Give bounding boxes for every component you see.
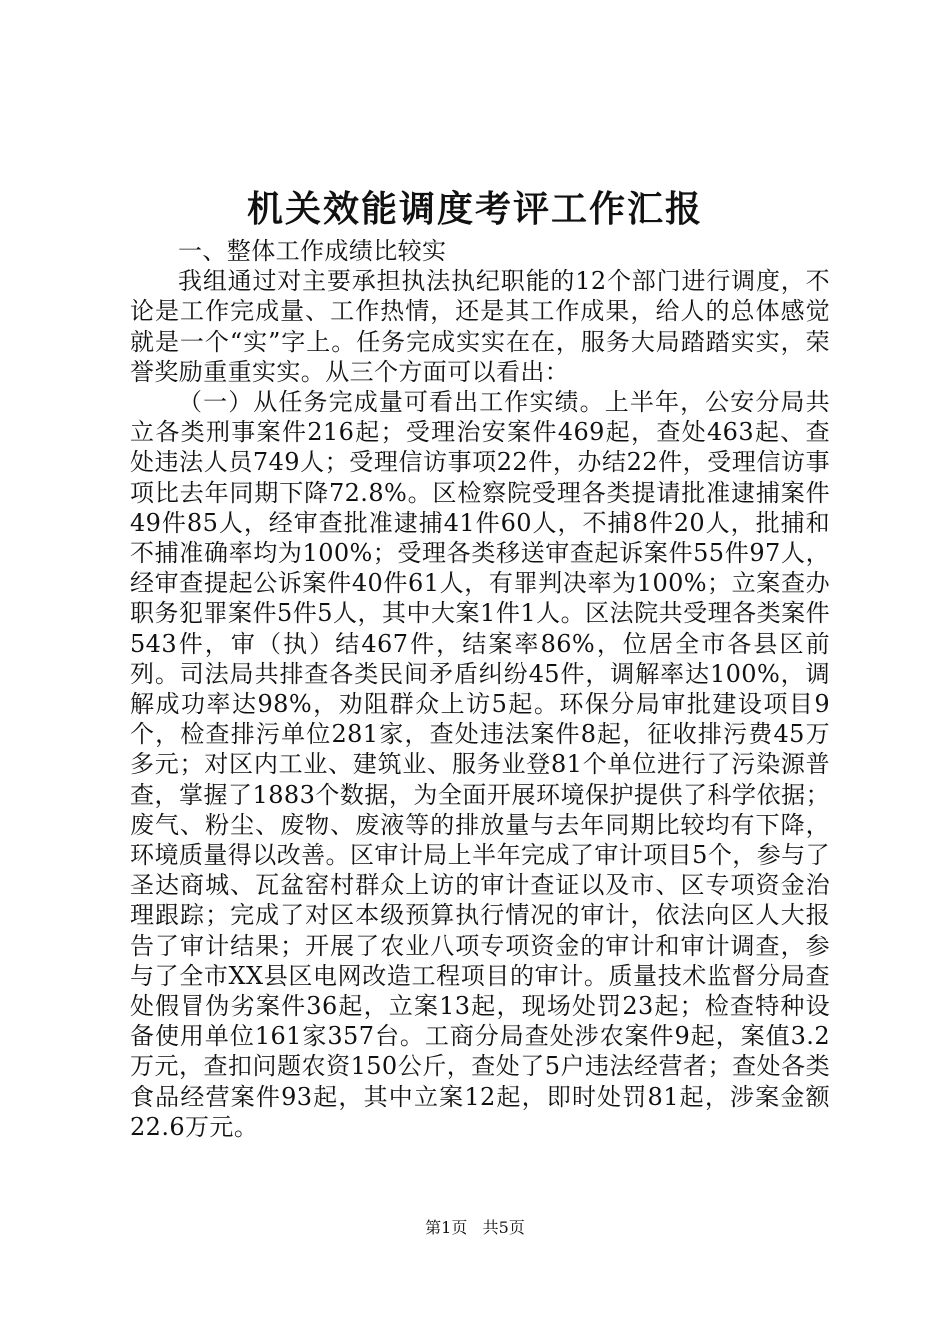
paragraph-task-results: （一）从任务完成量可看出工作实绩。上半年，公安分局共立各类刑事案件216起；受理治安案件469起，查处463起、查处违法人员749人；受理信访事项22件，办结22件，受理信访事项比去年同期下降72.8%。区检察院受理各类提请批准逮捕案件49件85人，经审查批准逮捕41件60人，不捕8件20人，批捕和不捕准确率均为100%；受理各类移送审查起诉案件55件97人，经审查提起公诉案件40件61人，有罪判决率为100%；立案查办职务犯罪案件5件5人，其中大案1件1人。区法院共受理各类案件543件，审（执）结467件，结案率86%，位居全市各县区前列。司法局共排查各类民间矛盾纠纷45件，调解率达100%，调解成功率达98%，劝阻群众上访5起。环保分局审批建设项目9个，检查排污单位281家，查处违法案件8起，征收排污费45万多元；对区内工业、建筑业、服务业登81个单位进行了污染源普查，掌握了1883个数据，为全面开展环境保护提供了科学依据；废气、粉尘、废物、废液等的排放量与去年同期比较均有下降，环境质量得以改善。区审计局上半年完成了审计项目5个，参与了圣达商城、瓦盆窑村群众上访的审计查证以及市、区专项资金治理跟踪；完成了对区本级预算执行情况的审计，依法向区人大报告了审计结果；开展了农业八项专项资金的审计和审计调查，参与了全市XX县区电网改造工程项目的审计。质量技术监督分局查处假冒伪劣案件36起，立案13起，现场处罚23起；检查特种设备使用单位161家357台。工商分局查处涉农案件9起，案值3.2万元，查扣问题农资150公斤，查处了5户违法经营者；查处各类食品经营案件93起，其中立案12起，即时处罚81起，涉案金额22.6万元。 [130,388,830,1141]
page-total: 共5页 [482,1218,525,1237]
document-body [130,236,830,1142]
page-footer [0,1216,950,1240]
paragraph-intro: 我组通过对主要承担执法执纪职能的12个部门进行调度，不论是工作完成量、工作热情，还是其工作成果，给人的总体感觉就是一个“实”字上。任务完成实实在在，服务大局踏踏实实，荣誉奖励重重实实。从三个方面可以看出： [130,267,830,386]
document-title: 机关效能调度考评工作汇报 [246,188,703,230]
page-number: 第1页 [425,1218,468,1237]
section-heading: 一、整体工作成绩比较实 [178,237,447,265]
page-spacer [472,1218,477,1237]
